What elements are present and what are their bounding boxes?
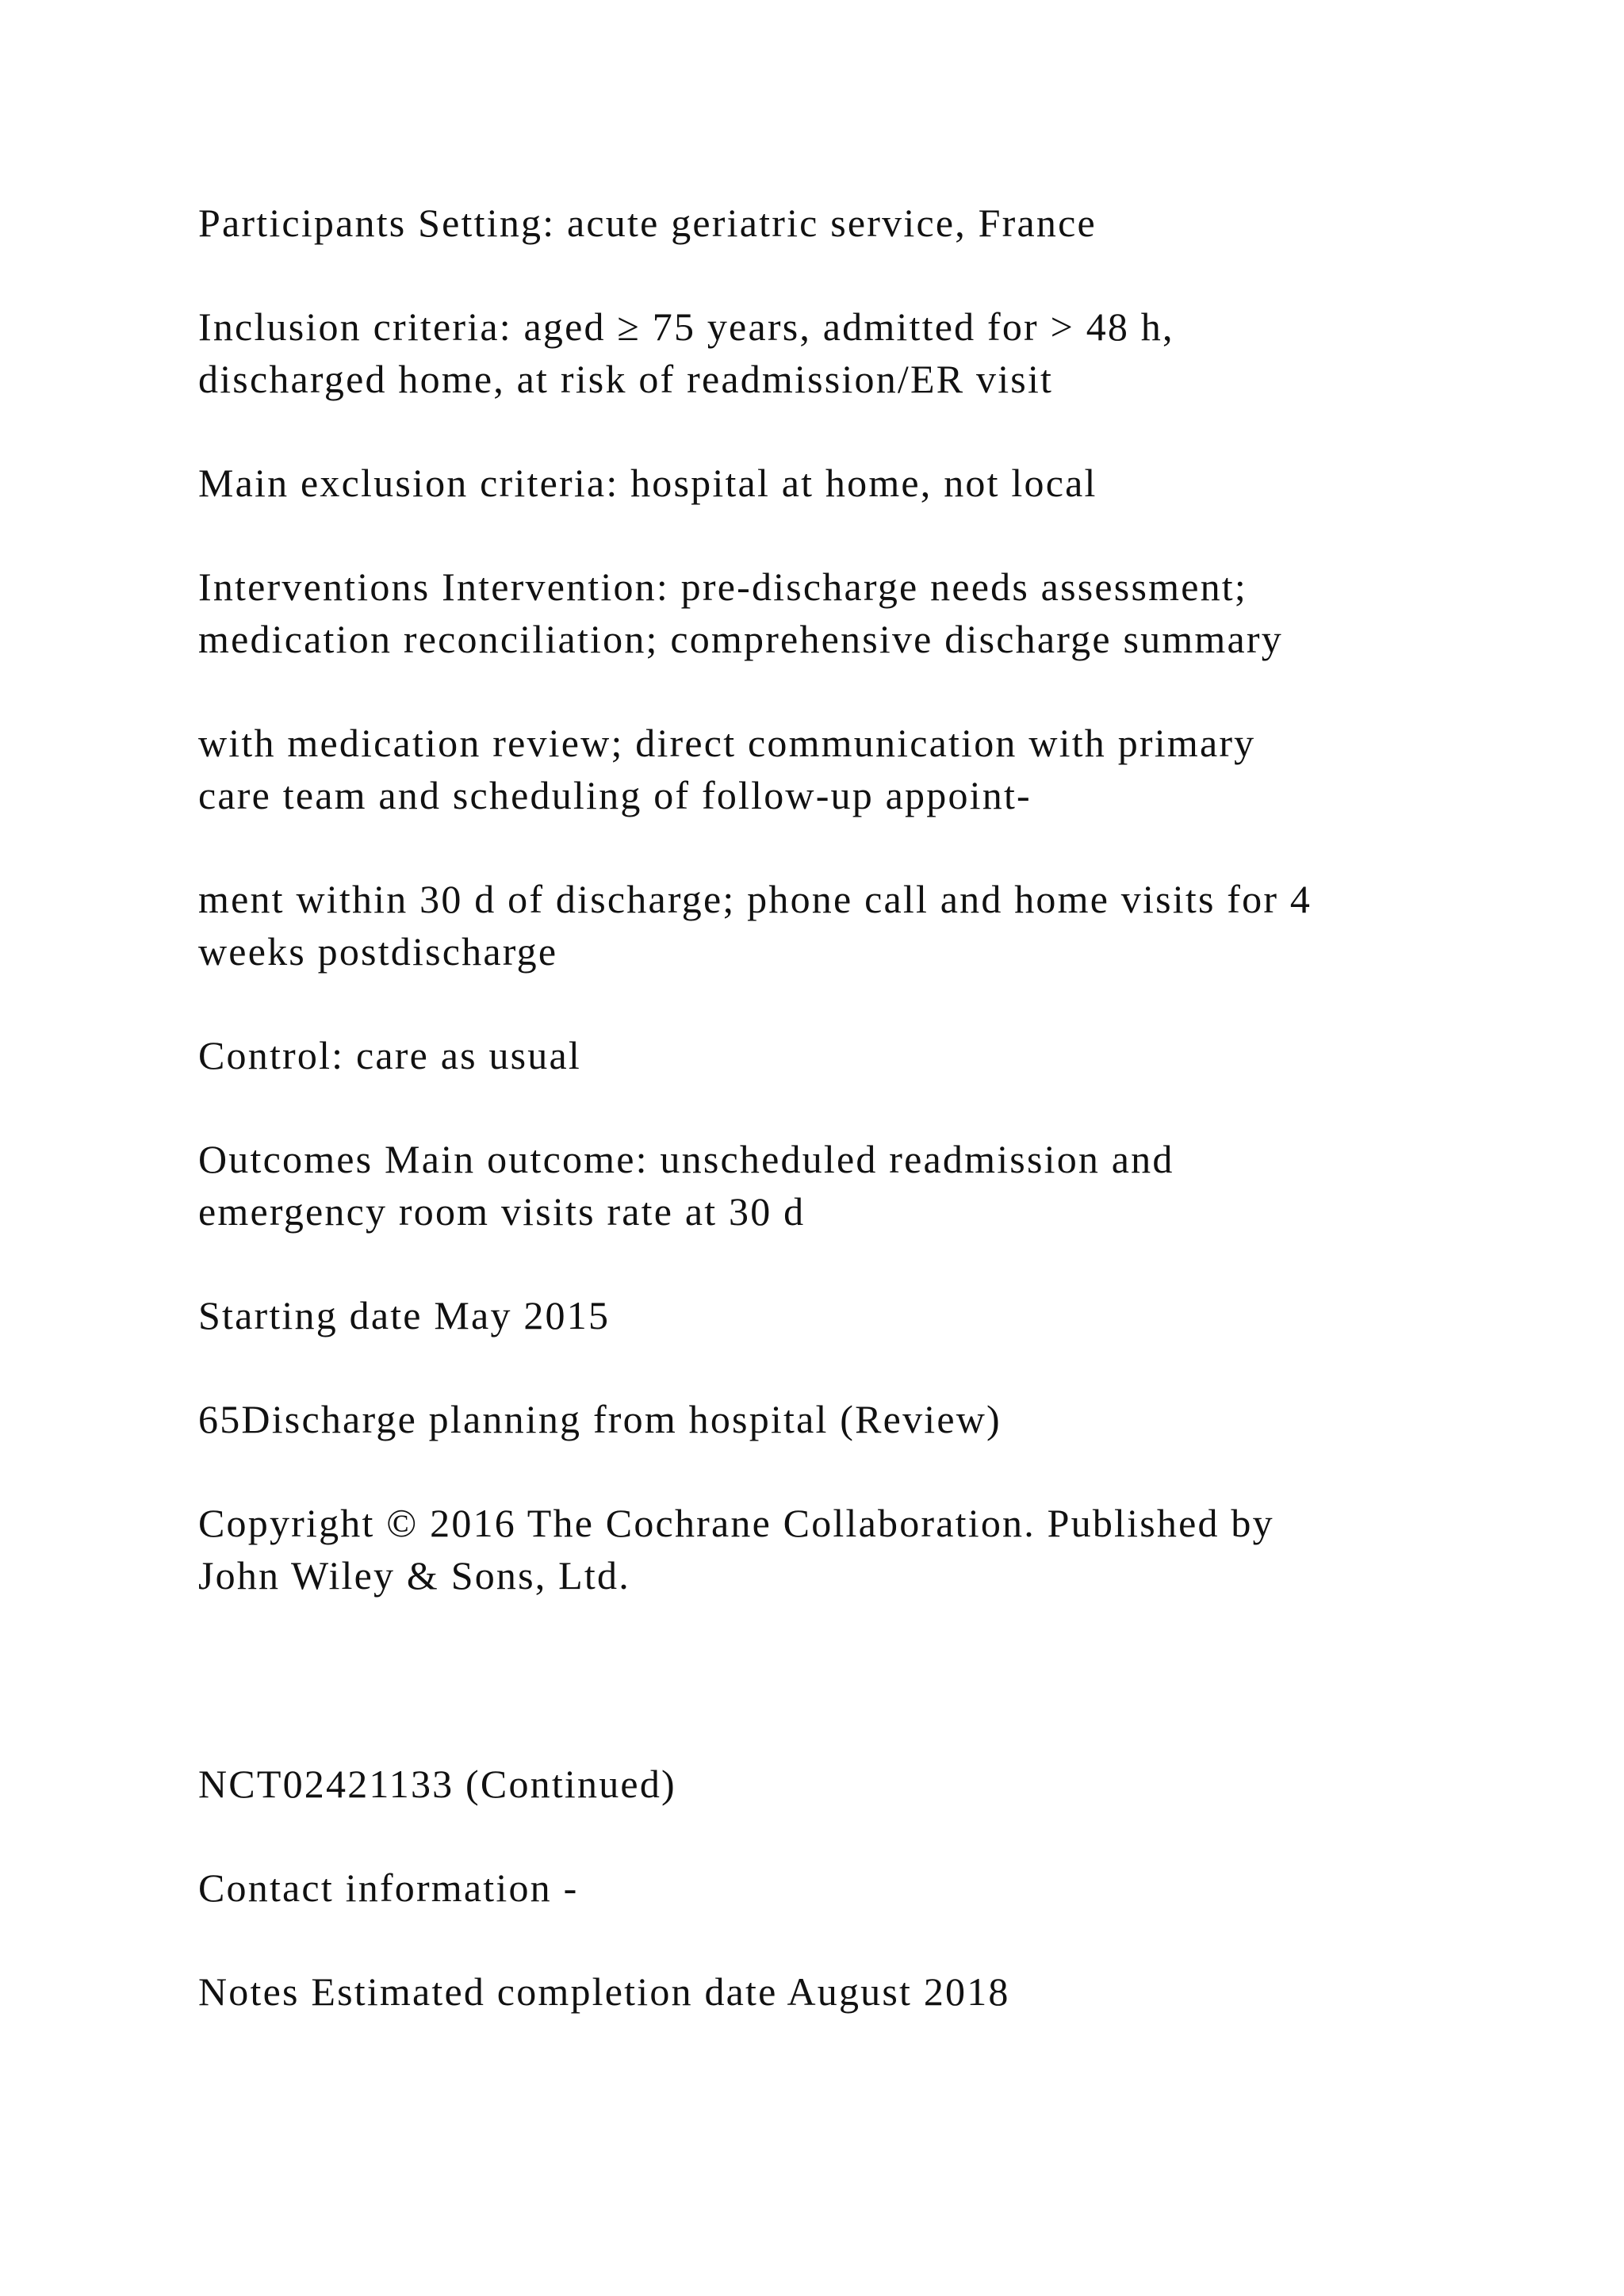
text-line: Interventions Intervention: pre-discharge needs assessment; <box>198 564 1247 609</box>
text-line: Starting date May 2015 <box>198 1293 611 1337</box>
participants-setting-paragraph <box>198 197 1499 249</box>
text-line: discharged home, at risk of readmission/ER visit <box>198 357 1054 401</box>
text-line: Notes Estimated completion date August 2018 <box>198 1969 1010 2014</box>
starting-date-paragraph <box>198 1289 1499 1341</box>
interventions-paragraph <box>198 561 1499 665</box>
text-line: medication reconciliation; comprehensive discharge summary <box>198 617 1283 661</box>
control-paragraph <box>198 1029 1499 1081</box>
text-line: emergency room visits rate at 30 d <box>198 1189 806 1234</box>
text-line: Main exclusion criteria: hospital at home, not local <box>198 461 1097 505</box>
inclusion-criteria-paragraph <box>198 300 1499 405</box>
outcomes-paragraph <box>198 1133 1499 1238</box>
follow-up-paragraph <box>198 873 1499 978</box>
text-line: Participants Setting: acute geriatric service, France <box>198 201 1097 245</box>
text-line: Outcomes Main outcome: unscheduled readmission and <box>198 1137 1174 1181</box>
text-line: 65Discharge planning from hospital (Review) <box>198 1397 1002 1441</box>
text-line: ment within 30 d of discharge; phone call and home visits for 4 <box>198 877 1312 921</box>
text-line: Contact information - <box>198 1866 579 1910</box>
text-line: Copyright © 2016 The Cochrane Collaboration. Published by <box>198 1501 1274 1545</box>
text-line: weeks postdischarge <box>198 929 558 974</box>
text-line: John Wiley & Sons, Ltd. <box>198 1553 630 1598</box>
exclusion-criteria-paragraph <box>198 457 1499 509</box>
text-line: with medication review; direct communication with primary <box>198 721 1256 765</box>
text-line: care team and scheduling of follow-up appoint- <box>198 773 1032 817</box>
text-line: Inclusion criteria: aged ≥ 75 years, admitted for > 48 h, <box>198 304 1174 349</box>
contact-information-paragraph <box>198 1862 1499 1914</box>
text-line: Control: care as usual <box>198 1033 581 1077</box>
medication-review-paragraph <box>198 717 1499 821</box>
text-line: NCT02421133 (Continued) <box>198 1762 676 1806</box>
notes-paragraph <box>198 1965 1499 2018</box>
copyright-paragraph <box>198 1497 1499 1601</box>
review-title-paragraph <box>198 1393 1499 1445</box>
trial-id-paragraph <box>198 1758 1499 1810</box>
